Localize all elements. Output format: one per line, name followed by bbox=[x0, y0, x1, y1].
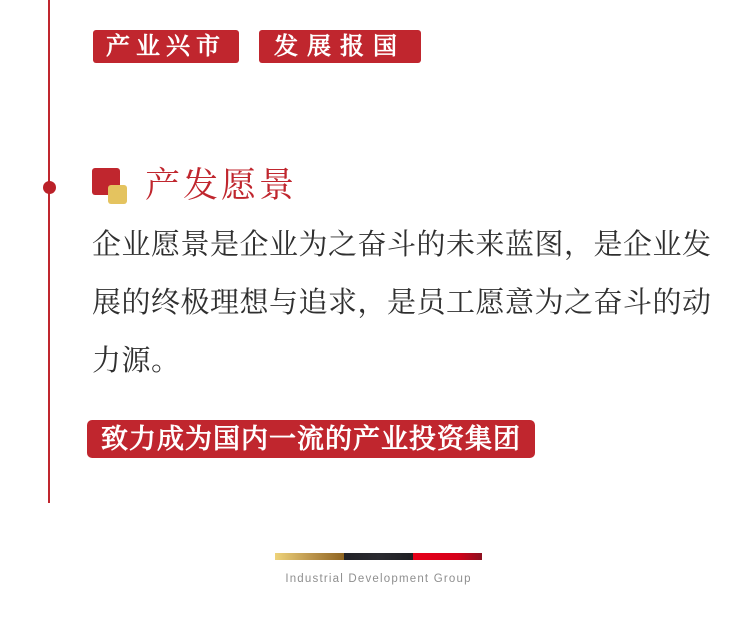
bar-dark-segment bbox=[344, 553, 413, 560]
timeline-dot-icon bbox=[43, 181, 56, 194]
footer-caption: Industrial Development Group bbox=[285, 573, 472, 585]
paragraph-line: 展的终极理想与追求，是员工愿意为之奋斗的动 bbox=[92, 287, 712, 319]
badge-development-slogan: 发展报国 bbox=[259, 30, 421, 63]
paragraph-line: 企业愿景是企业为之奋斗的未来蓝图，是企业发 bbox=[92, 229, 712, 261]
overlapping-squares-icon bbox=[92, 165, 128, 207]
tricolor-bar-icon bbox=[275, 553, 482, 560]
bar-red-segment bbox=[413, 553, 482, 560]
footer-logo bbox=[275, 553, 482, 585]
gold-square-icon bbox=[108, 185, 127, 204]
bar-gold-segment bbox=[275, 553, 344, 560]
vision-banner: 致力成为国内一流的产业投资集团 bbox=[87, 420, 535, 458]
section-title: 产发愿景 bbox=[145, 166, 298, 205]
badge-industry-slogan: 产业兴市 bbox=[93, 30, 239, 63]
paragraph-line: 力源。 bbox=[92, 345, 181, 377]
section-title-row bbox=[92, 165, 297, 207]
slogan-badges bbox=[93, 30, 421, 63]
vision-paragraph bbox=[92, 216, 712, 390]
timeline-line bbox=[48, 0, 50, 503]
